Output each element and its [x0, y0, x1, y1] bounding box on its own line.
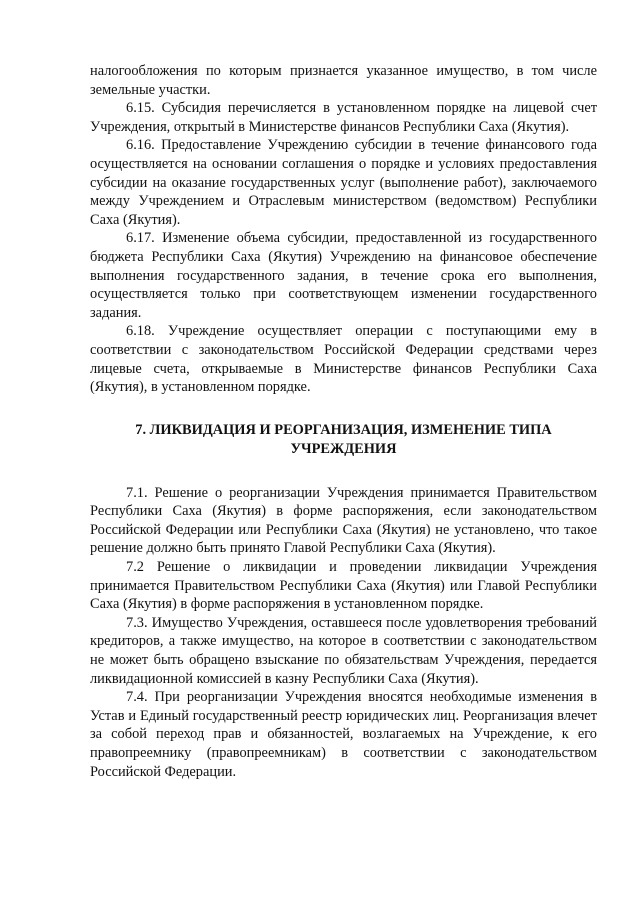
paragraph-6-15: 6.15. Субсидия перечисляется в установленном порядке на лицевой счет Учреждения, открытый в Министерстве финансов Республики Саха (Якутия).: [90, 100, 597, 135]
paragraph-7-3: 7.3. Имущество Учреждения, оставшееся после удовлетворения требований кредиторов, а также имущество, на которое в соответствии с законодательством не может быть обращено взыскание по обязательствам Учреждения, передается ликвидационной комиссией в казну Республики Саха (Якутия).: [90, 614, 597, 687]
paragraph-6-17: 6.17. Изменение объема субсидии, предоставленной из государственного бюджета Республики Саха (Якутия) Учреждению на финансовое обеспечение выполнения государственного задания, в течение срока его выполнения, осуществляется только при соответствующем изменении государственного задания.: [90, 230, 597, 321]
document-page: [90, 62, 597, 781]
section-7-heading: 7. ЛИКВИДАЦИЯ И РЕОРГАНИЗАЦИЯ, ИЗМЕНЕНИЕ ТИПА УЧРЕЖДЕНИЯ: [135, 421, 552, 457]
paragraph-7-1: 7.1. Решение о реорганизации Учреждения принимается Правительством Республики Саха (Якутия) в форме распоряжения, если законодательством Российской Федерации или Республики Саха (Якутия) не установлено, что такое решение должно быть принято Главой Республики Саха (Якутия).: [90, 484, 597, 557]
paragraph-7-4: 7.4. При реорганизации Учреждения вносятся необходимые изменения в Устав и Единый государственный реестр юридических лиц. Реорганизация влечет за собой переход прав и обязанностей, возлагаемых на Учреждение, к его правопреемнику (правопреемникам) в соответствии с законодательством Российской Федерации.: [90, 689, 597, 780]
paragraph-6-18: 6.18. Учреждение осуществляет операции с поступающими ему в соответствии с законодательством Российской Федерации средствами через лицевые счета, открываемые в Министерстве финансов Республики Саха (Якутия), в установленном порядке.: [90, 323, 597, 396]
paragraph-7-2: 7.2 Решение о ликвидации и проведении ликвидации Учреждения принимается Правительством Республики Саха (Якутия) или Главой Республики Саха (Якутия) в форме распоряжения в установленном порядке.: [90, 559, 597, 613]
paragraph-6-14-continuation: налогообложения по которым признается указанное имущество, в том числе земельные участки.: [90, 63, 597, 98]
paragraph-6-16: 6.16. Предоставление Учреждению субсидии в течение финансового года осуществляется на основании соглашения о порядке и условиях предоставления субсидии на оказание государственных услуг (выполнение работ), заключаемого между Учреждением и Отраслевым министерством (ведомством) Республики Саха (Якутия).: [90, 137, 597, 228]
